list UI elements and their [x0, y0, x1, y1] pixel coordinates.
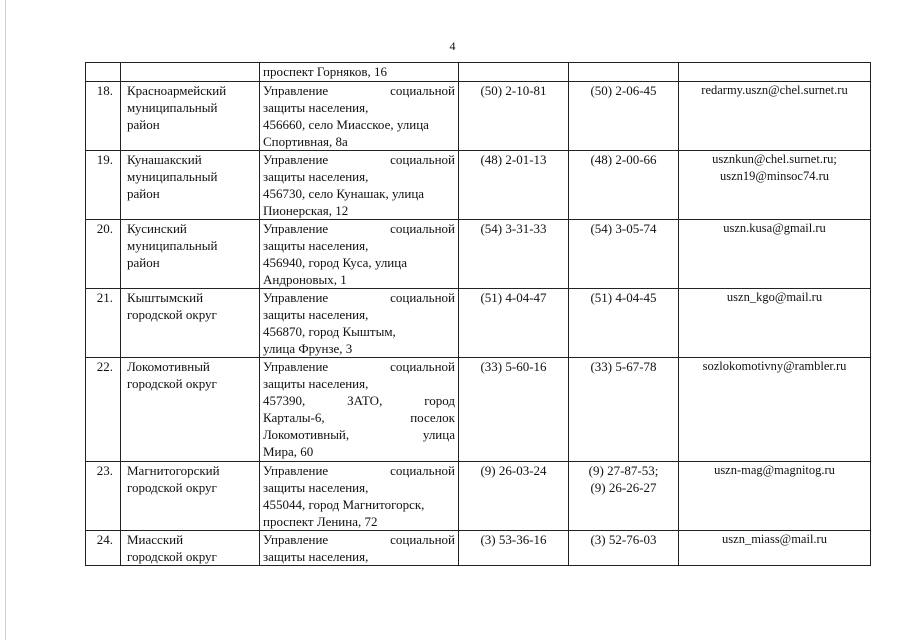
email-line: usznkun@chel.surnet.ru;: [712, 152, 837, 166]
name-line: район: [127, 255, 160, 270]
table-row: [86, 63, 871, 82]
email-cell: [679, 462, 871, 531]
email-cell: [679, 531, 871, 566]
address-word: Управление: [263, 463, 329, 478]
address-word: Карталы-6,: [263, 410, 325, 425]
phone-cell: [459, 358, 569, 462]
table-row: [86, 358, 871, 462]
fax-line: (33) 5-67-78: [590, 359, 657, 374]
email-line: uszn_kgo@mail.ru: [726, 290, 823, 304]
fax-cell: [569, 151, 679, 220]
name-line: Локомотивный: [127, 359, 210, 374]
address-word: Управление: [263, 83, 329, 98]
row-number-cell: 19.: [86, 151, 121, 220]
address-cell: [260, 63, 459, 82]
address-line: защиты населения,: [263, 169, 369, 184]
address-line: [263, 82, 455, 99]
fax-line: (50) 2-06-45: [590, 83, 657, 98]
address-line: [263, 289, 455, 306]
address-line: проспект Ленина, 72: [263, 514, 378, 529]
address-word: социальной: [390, 152, 455, 167]
name-line: район: [127, 117, 160, 132]
address-cell: [260, 462, 459, 531]
address-cell: [260, 82, 459, 151]
fax-line: (48) 2-00-66: [590, 152, 657, 167]
address-line: 456730, село Кунашак, улица: [263, 186, 425, 201]
fax-cell: [569, 358, 679, 462]
row-number-cell: 21.: [86, 289, 121, 358]
address-word: социальной: [390, 290, 455, 305]
address-word: социальной: [390, 359, 455, 374]
phone-line: (50) 2-10-81: [480, 83, 547, 98]
address-cell: [260, 220, 459, 289]
name-line: Кусинский: [127, 221, 187, 236]
address-word: Управление: [263, 290, 329, 305]
municipality-name-cell: [121, 82, 260, 151]
address-line: [263, 426, 455, 443]
municipality-name-cell: [121, 289, 260, 358]
address-line: [263, 358, 455, 375]
address-line: 456940, город Куса, улица: [263, 255, 407, 270]
name-line: Кунашакский: [127, 152, 202, 167]
address-line: улица Фрунзе, 3: [263, 341, 353, 356]
phone-cell: [459, 462, 569, 531]
phone-line: (51) 4-04-47: [480, 290, 547, 305]
address-line: [263, 151, 455, 168]
fax-line: (54) 3-05-74: [590, 221, 657, 236]
fax-line: (9) 26-26-27: [590, 480, 657, 495]
email-cell: [679, 63, 871, 82]
email-cell: [679, 358, 871, 462]
municipality-name-cell: [121, 220, 260, 289]
address-line: 456870, город Кыштым,: [263, 324, 396, 339]
phone-line: (9) 26-03-24: [480, 463, 547, 478]
phone-line: (33) 5-60-16: [480, 359, 547, 374]
table-row: [86, 220, 871, 289]
name-line: муниципальный: [127, 169, 218, 184]
row-number-cell: 22.: [86, 358, 121, 462]
email-cell: [679, 151, 871, 220]
table-row: [86, 151, 871, 220]
address-line: 455044, город Магнитогорск,: [263, 497, 425, 512]
address-line: Мира, 60: [263, 444, 314, 459]
address-word: город: [424, 393, 455, 408]
table-row: [86, 462, 871, 531]
social-protection-directory-table: [85, 62, 871, 566]
address-line: 456660, село Миасское, улица: [263, 117, 429, 132]
address-line: защиты населения,: [263, 100, 369, 115]
email-line: uszn_miass@mail.ru: [722, 532, 827, 546]
fax-cell: [569, 531, 679, 566]
address-line: [263, 462, 455, 479]
phone-cell: [459, 63, 569, 82]
name-line: муниципальный: [127, 238, 218, 253]
phone-line: (54) 3-31-33: [480, 221, 547, 236]
phone-cell: [459, 289, 569, 358]
fax-cell: [569, 63, 679, 82]
row-number-cell: 24.: [86, 531, 121, 566]
email-line: uszn19@minsoc74.ru: [719, 169, 830, 183]
address-word: Управление: [263, 532, 329, 547]
fax-line: (3) 52-76-03: [590, 532, 657, 547]
page-margin-line: [5, 0, 6, 640]
address-word: 457390,: [263, 393, 306, 408]
address-line: Спортивная, 8а: [263, 134, 348, 149]
name-line: городской округ: [127, 480, 217, 495]
row-number-cell: 23.: [86, 462, 121, 531]
address-line: [263, 531, 455, 548]
table-row: [86, 82, 871, 151]
municipality-name-cell: [121, 63, 260, 82]
fax-line: (51) 4-04-45: [590, 290, 657, 305]
name-line: Магнитогорский: [127, 463, 220, 478]
table-row: [86, 531, 871, 566]
address-line: [263, 220, 455, 237]
address-word: социальной: [390, 83, 455, 98]
fax-cell: [569, 220, 679, 289]
table-body: [86, 63, 871, 566]
name-line: район: [127, 186, 160, 201]
address-line: [263, 392, 455, 409]
email-cell: [679, 289, 871, 358]
address-word: социальной: [390, 532, 455, 547]
email-cell: [679, 220, 871, 289]
address-line: защиты населения,: [263, 307, 369, 322]
email-line: uszn.kusa@gmail.ru: [723, 221, 826, 235]
table-row: [86, 289, 871, 358]
municipality-name-cell: [121, 358, 260, 462]
address-line: защиты населения,: [263, 480, 369, 495]
fax-cell: [569, 462, 679, 531]
address-line: проспект Горняков, 16: [263, 64, 387, 79]
row-number-cell: 20.: [86, 220, 121, 289]
address-line: защиты населения,: [263, 376, 369, 391]
fax-line: (9) 27-87-53;: [588, 463, 659, 478]
name-line: Кыштымский: [127, 290, 204, 305]
address-word: улица: [422, 427, 455, 442]
address-word: ЗАТО,: [347, 393, 383, 408]
address-word: поселок: [410, 410, 455, 425]
email-line: uszn-mag@magnitog.ru: [714, 463, 835, 477]
address-line: Андроновых, 1: [263, 272, 347, 287]
address-cell: [260, 358, 459, 462]
address-word: Управление: [263, 359, 329, 374]
name-line: Миасский: [127, 532, 184, 547]
address-word: Управление: [263, 152, 329, 167]
municipality-name-cell: [121, 531, 260, 566]
address-word: социальной: [390, 221, 455, 236]
address-line: защиты населения,: [263, 238, 369, 253]
address-cell: [260, 531, 459, 566]
phone-line: (3) 53-36-16: [480, 532, 547, 547]
phone-line: (48) 2-01-13: [480, 152, 547, 167]
page-number: 4: [449, 39, 456, 53]
phone-cell: [459, 82, 569, 151]
address-line: Пионерская, 12: [263, 203, 349, 218]
municipality-name-cell: [121, 151, 260, 220]
name-line: городской округ: [127, 376, 217, 391]
address-line: [263, 409, 455, 426]
row-number-cell: 18.: [86, 82, 121, 151]
address-word: Управление: [263, 221, 329, 236]
fax-cell: [569, 82, 679, 151]
address-cell: [260, 289, 459, 358]
address-cell: [260, 151, 459, 220]
name-line: Красноармейский: [127, 83, 227, 98]
fax-cell: [569, 289, 679, 358]
phone-cell: [459, 151, 569, 220]
name-line: городской округ: [127, 549, 217, 564]
phone-cell: [459, 531, 569, 566]
email-line: sozlokomotivny@rambler.ru: [702, 359, 847, 373]
municipality-name-cell: [121, 462, 260, 531]
phone-cell: [459, 220, 569, 289]
email-cell: [679, 82, 871, 151]
email-line: redarmy.uszn@chel.surnet.ru: [701, 83, 848, 97]
address-word: социальной: [390, 463, 455, 478]
name-line: городской округ: [127, 307, 217, 322]
address-word: Локомотивный,: [263, 427, 350, 442]
row-number-cell: [86, 63, 121, 82]
name-line: муниципальный: [127, 100, 218, 115]
address-line: защиты населения,: [263, 549, 369, 564]
